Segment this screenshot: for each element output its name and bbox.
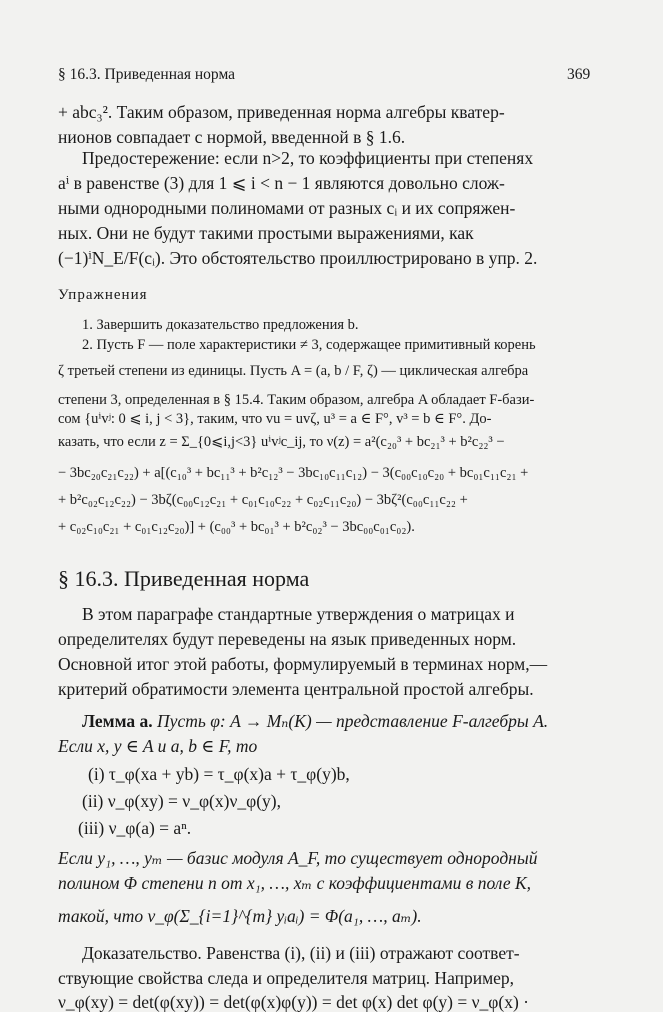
exercise-2-line-7: + b²c₀₂c₁₂c₂₂) − 3bζ(c₀₀c₁₂c₂₁ + c₀₁c₁₀c₂₂ + c₀₂c₁₁c₂₀) − 3bζ²(c₀₀c₁₁c₂₂ +: [58, 492, 468, 508]
lemma-after-1: Если y₁, …, yₘ — базис модуля A_F, то существует однородный: [58, 848, 538, 868]
warning-line-2: aⁱ в равенстве (3) для 1 ⩽ i < n − 1 являются довольно слож-: [58, 173, 505, 193]
exercise-2-line-1: 2. Пусть F — поле характеристики ≠ 3, содержащее примитивный корень: [82, 337, 536, 353]
lemma-line-2: Если x, y ∈ A и a, b ∈ F, то: [58, 736, 258, 756]
exercise-2-line-2: ζ третьей степени из единицы. Пусть A = (a, b / F, ζ) — циклическая алгебра: [58, 363, 529, 379]
section-line-4: критерий обратимости элемента центральной простой алгебры.: [58, 679, 534, 699]
exercise-2-line-3: степени 3, определенная в § 15.4. Таким образом, алгебра A обладает F-бази-: [58, 392, 535, 408]
proof-line-3: ν_φ(xy) = det(φ(xy)) = det(φ(x)φ(y)) = det φ(x) det φ(y) = ν_φ(x) ·: [58, 992, 529, 1012]
exercise-2-line-5: казать, что если z = Σ_{0⩽i,j<3} uⁱvʲc_ij, то ν(z) = a²(c₂₀³ + bc₂₁³ + b²c₂₂³ −: [58, 434, 505, 450]
lemma-after-3: такой, что ν_φ(Σ_{i=1}^{m} yᵢaᵢ) = Φ(a₁, …, aₘ).: [58, 906, 422, 926]
intro-line-2: нионов совпадает с нормой, введенной в § 1.6.: [58, 127, 406, 147]
exercise-2-line-4: сом {uⁱvʲ: 0 ⩽ i, j < 3}, таким, что vu = uvζ, u³ = a ∈ F°, v³ = b ∈ F°. До-: [58, 411, 492, 427]
intro-line-1: + abc₃². Таким образом, приведенная норма алгебры кватер-: [58, 102, 505, 122]
lemma-item-i: (i) τ_φ(xa + yb) = τ_φ(x)a + τ_φ(y)b,: [88, 764, 350, 784]
proof-line-2: ствующие свойства следа и определителя матриц. Например,: [58, 968, 515, 988]
warning-line-3: ными однородными полиномами от разных cᵢ и их сопряжен-: [58, 198, 516, 218]
lemma-item-iii: (iii) ν_φ(a) = aⁿ.: [78, 818, 192, 838]
section-title: § 16.3. Приведенная норма: [58, 566, 310, 591]
section-line-3: Основной итог этой работы, формулируемый в терминах норм,—: [58, 654, 548, 674]
exercises-heading: Упражнения: [58, 287, 148, 303]
lemma-after-2: полином Φ степени n от x₁, …, xₘ с коэффициентами в поле K,: [58, 873, 532, 893]
lemma-label: Лемма а.: [82, 711, 153, 731]
exercise-2-line-8: + c₀₂c₁₀c₂₁ + c₀₁c₁₂c₂₀)] + (c₀₀³ + bc₀₁³ + b²c₀₂³ − 3bc₀₀c₀₁c₀₂).: [58, 519, 415, 535]
warning-line-4: ных. Они не будут такими простыми выражениями, как: [58, 223, 474, 243]
lemma-item-ii: (ii) ν_φ(xy) = ν_φ(x)ν_φ(y),: [82, 791, 282, 811]
exercise-1: 1. Завершить доказательство предложения b.: [82, 317, 359, 333]
section-line-1: В этом параграфе стандартные утверждения о матрицах и: [82, 604, 515, 624]
warning-line-5: (−1)ⁱN_E/F(cᵢ). Это обстоятельство проиллюстрировано в упр. 2.: [58, 248, 538, 268]
warning-line-1: Предостережение: если n>2, то коэффициенты при степенях: [82, 148, 534, 168]
running-head: § 16.3. Приведенная норма: [58, 66, 236, 83]
page-number: 369: [567, 66, 591, 83]
lemma-line-1: Пусть φ: A → Mₙ(K) — представление F-алгебры A.: [157, 711, 549, 731]
proof-line-1: Доказательство. Равенства (i), (ii) и (iii) отражают соответ-: [82, 943, 520, 963]
lemma-heading: [82, 713, 548, 731]
exercise-2-line-6: − 3bc₂₀c₂₁c₂₂) + a[(c₁₀³ + bc₁₁³ + b²c₁₂³ − 3bc₁₀c₁₁c₁₂) − 3(c₀₀c₁₀c₂₀ + bc₀₁c₁₁c₂₁ +: [58, 465, 529, 481]
section-line-2: определителях будут переведены на язык приведенных норм.: [58, 629, 517, 649]
